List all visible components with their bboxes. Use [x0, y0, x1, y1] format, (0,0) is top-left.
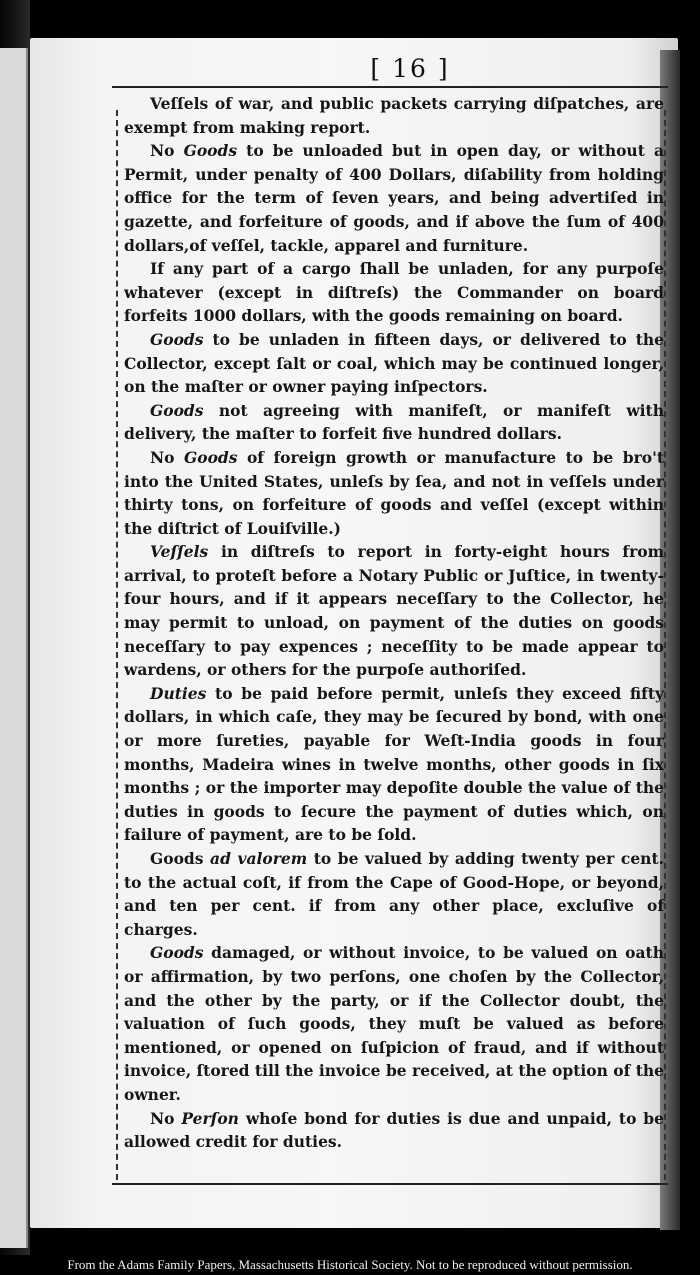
paragraph: Duties to be paid before permit, unleſs they exceed fifty dollars, in which caſe, they may be ſecured by bond, with one or more ſureties, payable for Weſt-India goods in four months, Madeira wines in twelve months, other goods in ſix months ; or the importer may depoſite double the value of the duties in goods to ſecure the payment of duties which, on failure of payment, are to be ſold.	[124, 683, 664, 845]
paragraph: No Goods to be unloaded but in open day, or without a Permit, under penalty of 400 Dollars, diſability from holding office for the term of ſeven years, and being advertiſed in gazette, and forfeiture of goods, and if above the ſum of 400 dollars,of veſſel, tackle, apparel and furniture.	[124, 141, 664, 255]
body-text	[124, 92, 664, 1182]
paragraph: If any part of a cargo ſhall be unladen, for any purpoſe whatever (except in diſtreſs) the Commander on board forfeits 1000 dollars, with the goods remaining on board.	[124, 259, 664, 326]
paragraph: Goods to be unladen in fifteen days, or delivered to the Collector, except ſalt or coal, which may be continued longer, on the maſter or owner paying inſpectors.	[124, 329, 664, 397]
bottom-rule	[112, 1183, 668, 1185]
right-border-rule	[664, 110, 668, 1180]
paragraph: No Goods of foreign growth or manufacture to be bro't into the United States, unleſs by ſea, and not in veſſels under thirty tons, on forfeiture of goods and veſſel (except within the diſtrict of Louiſville.)	[124, 447, 665, 538]
paragraph: Goods not agreeing with manifeſt, or manifeſt with delivery, the maſter to forfeit five hundred dollars.	[124, 400, 664, 444]
paragraph: Goods ad valorem to be valued by adding twenty per cent. to the actual coſt, if from the Cape of Good-Hope, or beyond, and ten per cent. if from any other place, excluſive of charges.	[124, 849, 665, 939]
paragraph: Goods damaged, or without invoice, to be valued on oath or affirmation, by two perſons, one choſen by the Collector, and the other by the party, or if the Collector doubt, the valuation of ſuch goods, they muſt be valued as before mentioned, or opened on ſuſpicion of fraud, and if without invoice, ſtored till the invoice be received, at the option of the owner.	[124, 943, 664, 1104]
page-number: [ 16 ]	[370, 54, 450, 83]
adjacent-page-edge	[0, 48, 28, 1248]
paragraph: Veſſels of war, and public packets carrying diſpatches, are exempt from making report.	[124, 94, 664, 137]
left-border-rule	[116, 110, 120, 1180]
copyright-footer: From the Adams Family Papers, Massachusetts Historical Society. Not to be reproduced without permission.	[0, 1255, 700, 1275]
paragraph: No Perſon whoſe bond for duties is due and unpaid, to be allowed credit for duties.	[124, 1108, 664, 1152]
paragraph: Veſſels in diſtreſs to report in forty-eight hours from arrival, to proteſt before a Notary Public or Juſtice, in twenty-four hours, and if it appears neceſſary to the Collector, he may permit to unload, on payment of the duties on goods neceſſary to pay expences ; neceſſity to be made appear to wardens, or others for the purpoſe authoriſed.	[124, 542, 664, 680]
